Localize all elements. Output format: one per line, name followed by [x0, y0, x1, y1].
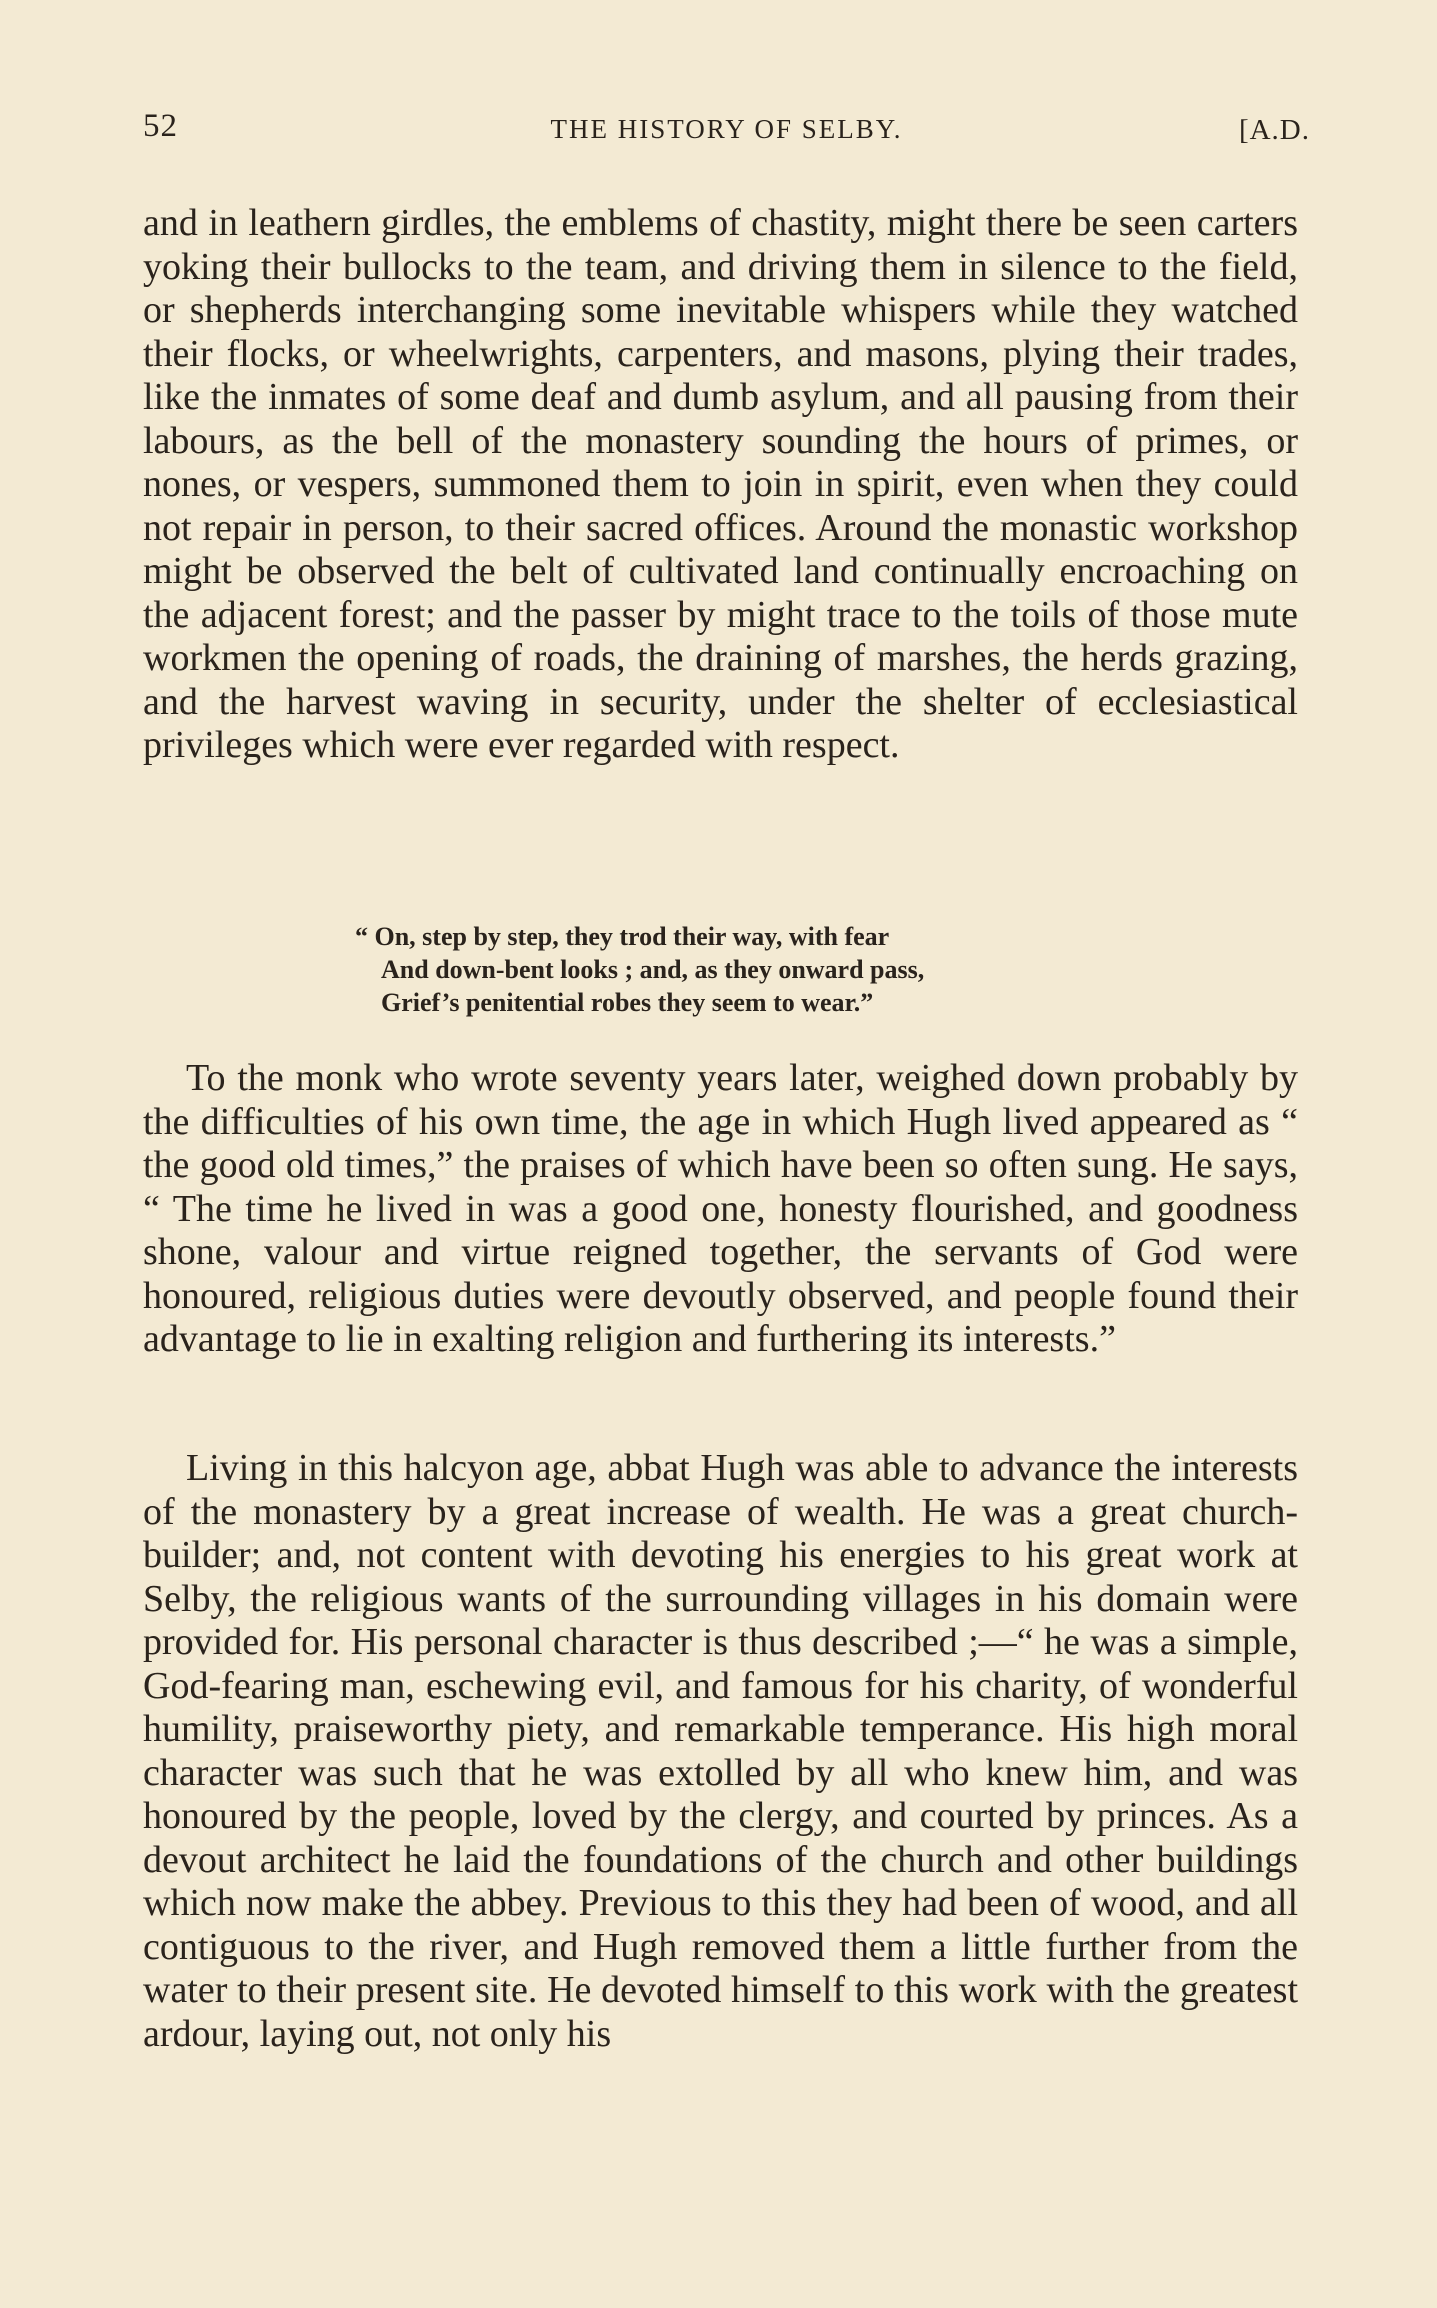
paragraph-text: Living in this halcyon age, abbat Hugh was able to advance the interests of the monastery by a great increase of wealth. He was a great church-builder; and, not content with devoting his energies to his great work at Selby, the religious wants of the surrounding villages in his domain were provided for. His personal character is thus described ;—“ he was a simple, God-fearing man, eschewing evil, and famous for his charity, of wonderful humility, praiseworthy piety, and remarkable temperance. His high moral character was such that he was extolled by all who knew him, and was honoured by the people, loved by the clergy, and courted by princes. As a devout architect he laid the foundations of the church and other buildings which now make the abbey. Previous to this they had been of wood, and all contiguous to the river, and Hugh removed them a little further from the water to their present site. He devoted himself to this work with the greatest ardour, laying out, not only his: [143, 1447, 1298, 2055]
paragraph-text: and in leathern girdles, the emblems of chastity, might there be seen carters yoking their bullocks to the team, and driving them in silence to the field, or shepherds interchanging some inevitable whispers while they watched their flocks, or wheelwrights, carpenters, and masons, plying their trades, like the inmates of some deaf and dumb asylum, and all pausing from their labours, as the bell of the monastery sounding the hours of primes, or nones, or vespers, summoned them to join in spirit, even when they could not repair in person, to their sacred offices. Around the monastic workshop might be observed the belt of cultivated land continually encroaching on the adjacent forest; and the passer by might trace to the toils of those mute workmen the opening of roads, the draining of marshes, the herds grazing, and the harvest waving in security, under the shelter of ecclesiastical privileges which were ever regarded with respect.: [143, 202, 1298, 766]
running-title: THE HISTORY OF SELBY.: [550, 114, 903, 144]
running-head: [143, 108, 1310, 156]
paragraph-continued: [143, 202, 1298, 768]
paragraph-text: To the monk who wrote seventy years later, weighed down probably by the difficulties of his own time, the age in which Hugh lived appeared as “ the good old times,” the praises of which have been so often sung. He says, “ The time he lived in was a good one, honesty flourished, and goodness shone, valour and virtue reigned together, the servants of God were honoured, religious duties were devoutly observed, and people found their advantage to lie in exalting religion and furthering its interests.”: [143, 1057, 1298, 1360]
running-head-date-marker: [A.D.: [1238, 114, 1310, 146]
verse-line: “ On, step by step, they trod their way, with fear: [355, 922, 890, 951]
page-number: 52: [143, 108, 178, 144]
paragraph-hugh: [143, 1447, 1298, 2056]
verse-quotation: [355, 920, 1075, 1019]
verse-line: And down-bent looks ; and, as they onward pass,: [381, 955, 925, 984]
verse-line: Grief’s penitential robes they seem to wear.”: [381, 988, 874, 1017]
paragraph-monk: [143, 1057, 1298, 1362]
